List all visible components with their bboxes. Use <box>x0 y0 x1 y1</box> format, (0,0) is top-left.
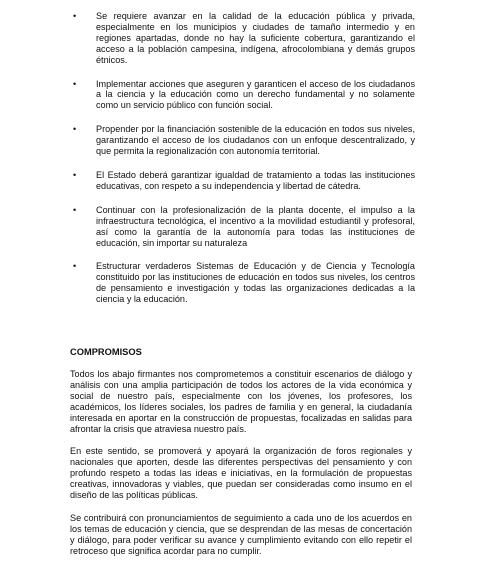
list-item <box>70 205 415 249</box>
list-item <box>70 124 415 157</box>
bullet-icon: • <box>73 11 77 21</box>
body-paragraphs <box>70 369 412 569</box>
list-item <box>70 261 415 305</box>
bullet-icon: • <box>73 261 77 272</box>
bullet-list <box>70 11 415 318</box>
list-item <box>70 11 415 66</box>
section-heading: COMPROMISOS <box>70 347 142 357</box>
bullet-text: Se requiere avanzar en la calidad de la educación pública y privada, especialmente en los municipios y ciudades de tamaño intermedio y en regiones apartadas, donde no hay la suficiente cobertura, garantizando el acceso a la población campesina, indígena, afrocolombiana y demás grupos étnicos. <box>96 11 415 65</box>
paragraph: En este sentido, se promoverá y apoyará la organización de foros regionales y nacionales que aporten, desde las diferentes perspectivas del pensamiento y con profundo respeto a todas las ideas e iniciativas, en la formulación de propuestas creativas, innovadoras y viables, que puedan ser consideradas como insumo en el diseño de las políticas públicas. <box>70 446 412 501</box>
paragraph: Se contribuirá con pronunciamientos de seguimiento a cada uno de los acuerdos en los temas de educación y ciencia, que se desprendan de las mesas de concertación y diálogo, para poder verificar su avance y cumplimiento evitando con ello repetir el retroceso que significa acordar para no cumplir. <box>70 512 412 556</box>
paragraph: Todos los abajo firmantes nos comprometemos a constituir escenarios de diálogo y análisis con una amplia participación de todos los actores de la vida económica y social de nuestro país, especialmente con los jóvenes, los profesores, los académicos, los líderes sociales, los padres de familia y en general, la ciudadanía interesada en aportar en la construcción de propuestas, focalizadas en salidas para afrontar la crisis que atraviesa nuestro país. <box>70 369 412 434</box>
bullet-icon: • <box>73 204 77 215</box>
list-item <box>70 170 415 192</box>
list-item <box>70 79 415 112</box>
bullet-icon: • <box>73 169 77 180</box>
bullet-text: Propender por la financiación sostenible de la educación en todos sus niveles, garantizando el acceso de los ciudadanos con un enfoque descentralizado, y que permita la regionalización con autonomía territorial. <box>96 124 415 157</box>
bullet-text: Estructurar verdaderos Sistemas de Educación y de Ciencia y Tecnología constituido por las instituciones de educación en todos sus niveles, los centros de pensamiento e investigación y todas las organizaciones dedicadas a la ciencia y la educación. <box>96 261 415 305</box>
bullet-icon: • <box>73 78 77 89</box>
bullet-icon: • <box>73 124 77 135</box>
bullet-text: Continuar con la profesionalización de la planta docente, el impulso a la infraestructura tecnológica, el incentivo a la movilidad estudiantil y profesoral, así como la garantía de la autonomía para todas las instituciones de educación, sin importar su naturaleza <box>96 204 415 248</box>
bullet-text: Implementar acciones que aseguren y garanticen el acceso de los ciudadanos a la ciencia y la educación como un derecho fundamental y no solamente como un servicio público con función social. <box>96 78 415 111</box>
bullet-text: El Estado deberá garantizar igualdad de tratamiento a todas las instituciones educativas, con respeto a su independencia y libertad de cátedra. <box>96 169 415 191</box>
